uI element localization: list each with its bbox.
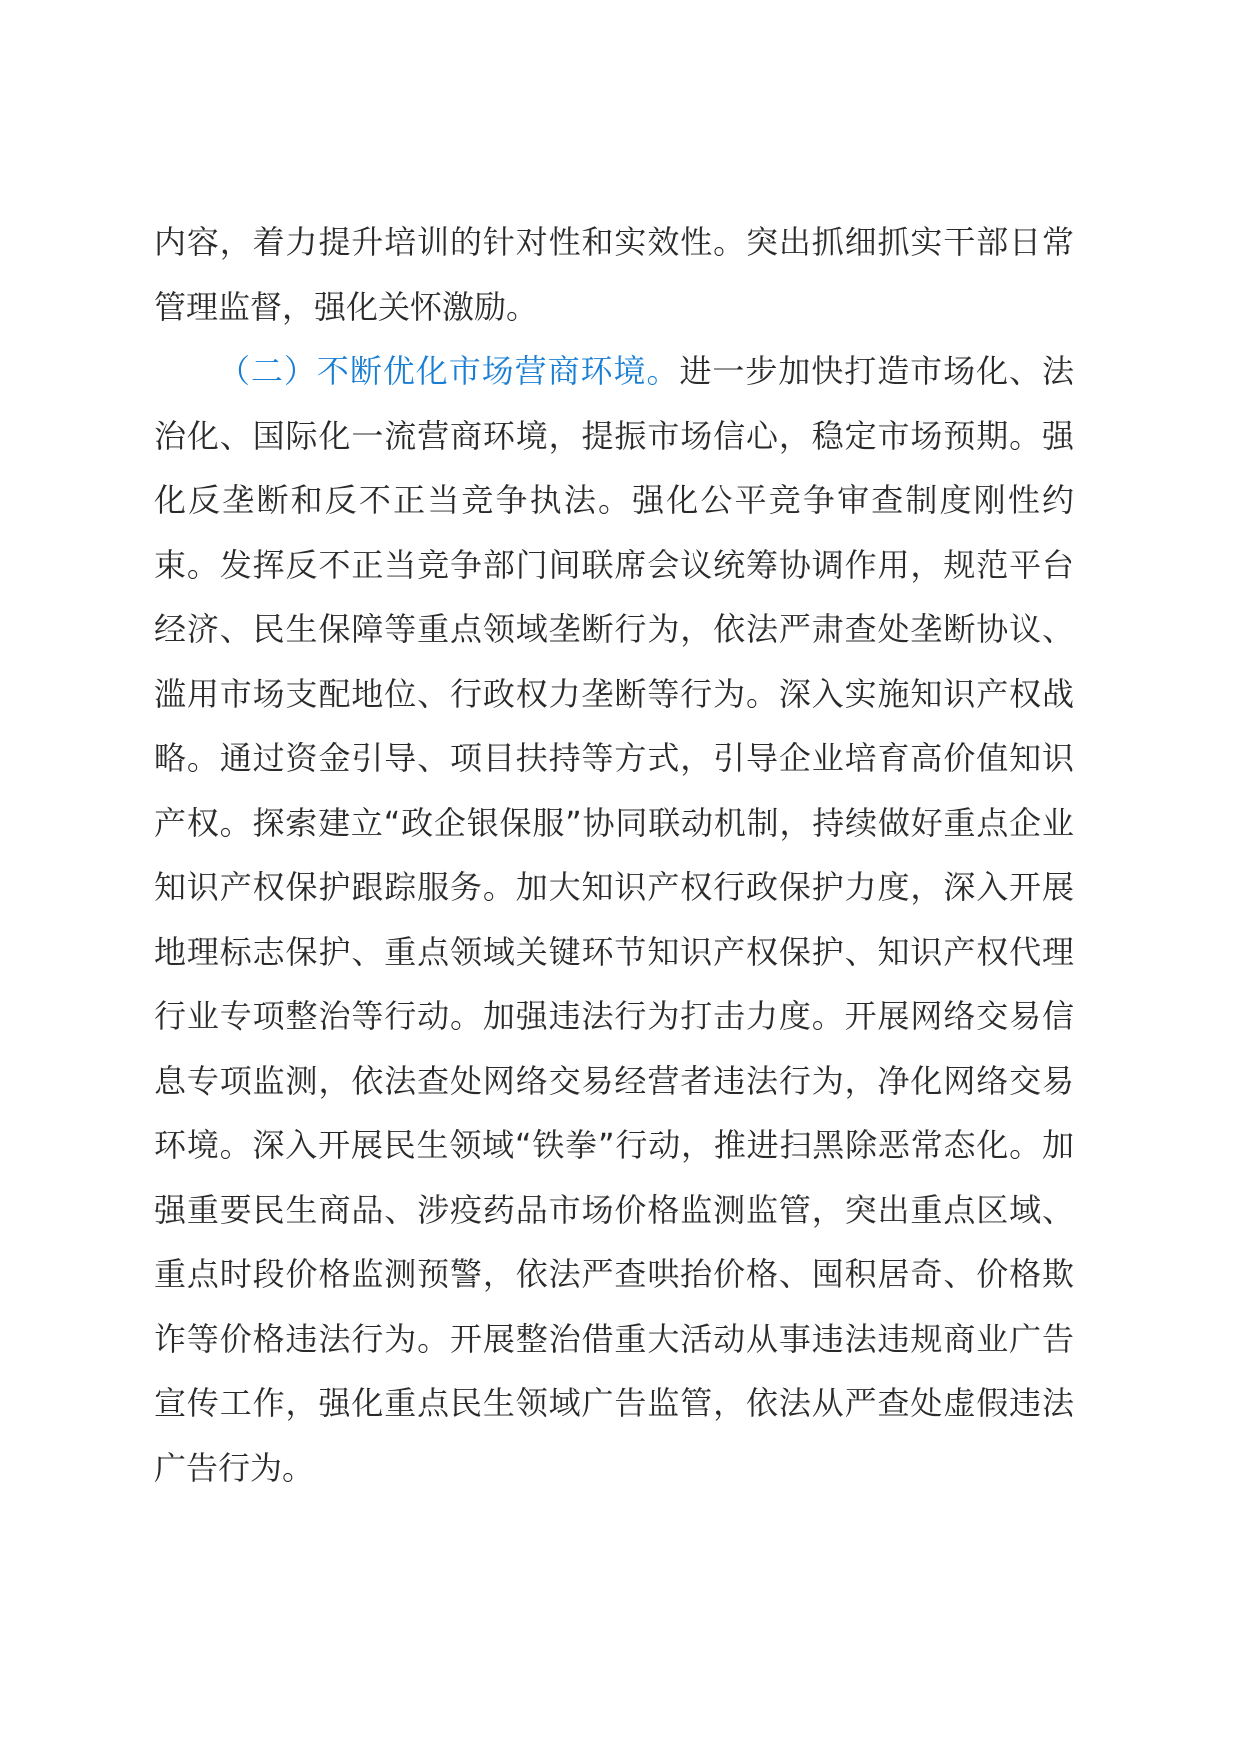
paragraph-section-two xyxy=(154,339,1074,1500)
paragraph-text: 进一步加快打造市场化、法治化、国际化一流营商环境，提振市场信心，稳定市场预期。强化反垄断和反不正当竞争执法。强化公平竞争审查制度刚性约束。发挥反不正当竞争部门间联席会议统筹协调作用，规范平台经济、民生保障等重点领域垄断行为，依法严肃查处垄断协议、滥用市场支配地位、行政权力垄断等行为。深入实施知识产权战略。通过资金引导、项目扶持等方式，引导企业培育高价值知识产权。探索建立“政企银保服”协同联动机制，持续做好重点企业知识产权保护跟踪服务。加大知识产权行政保护力度，深入开展地理标志保护、重点领域关键环节知识产权保护、知识产权代理行业专项整治等行动。加强违法行为打击力度。开展网络交易信息专项监测，依法查处网络交易经营者违法行为，净化网络交易环境。深入开展民生领域“铁拳”行动，推进扫黑除恶常态化。加强重要民生商品、涉疫药品市场价格监测监管，突出重点区域、重点时段价格监测预警，依法严查哄抬价格、囤积居奇、价格欺诈等价格违法行为。开展整治借重大活动从事违法违规商业广告宣传工作，强化重点民生领域广告监管，依法从严查处虚假违法广告行为。 xyxy=(154,352,1074,1487)
paragraph-text: 内容，着力提升培训的针对性和实效性。突出抓细抓实干部日常管理监督，强化关怀激励。 xyxy=(154,223,1074,326)
paragraph-continuation xyxy=(154,210,1074,339)
section-heading: （二）不断优化市场营商环境。 xyxy=(218,352,680,390)
document-body xyxy=(154,210,1074,1500)
